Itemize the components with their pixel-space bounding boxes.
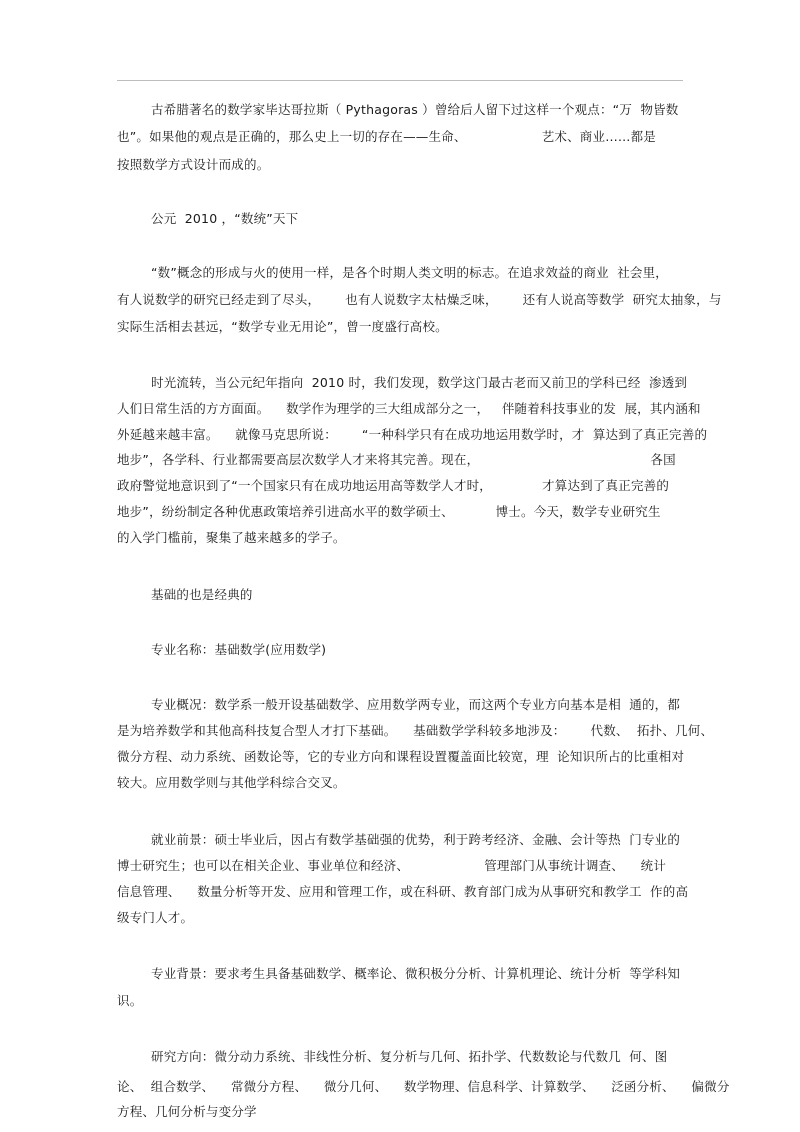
text-line: 就业前景：硕士毕业后，因占有数学基础强的优势，利于跨考经济、金融、会计等热 门专业的 [151, 832, 681, 847]
text-line: 外延越来越丰富。 就像马克思所说： “一种科学只有在成功地运用数学时，才 算达到了真正完善的 [117, 427, 708, 442]
text-line: 地步”，纷纷制定各种优惠政策培养引进高水平的数学硕士、 博士。今天，数学专业研究生 [117, 504, 661, 519]
text-line: 地步”，各学科、行业都需要高层次数学人才来将其完善。现在， 各国 [117, 452, 676, 467]
text-line: 的入学门槛前，聚集了越来越多的学子。 [117, 530, 346, 545]
text-line: 专业概况：数学系一般开设基础数学、应用数学两专业，而这两个专业方向基本是相 通的，都 [151, 697, 681, 712]
text-line: 方程、几何分析与变分学 [117, 1104, 257, 1119]
text-line: “数”概念的形成与火的使用一样，是各个时期人类文明的标志。在追求效益的商业 社会里， [151, 265, 669, 280]
text-line: 古希腊著名的数学家毕达哥拉斯（ Pythagoras ）曾给后人留下过这样一个观点：“万 物皆数 [151, 102, 679, 117]
text-line: 是为培养数学和其他高科技复合型人才打下基础。 基础数学学科较多地涉及： 代数、 拓扑、几何、 [117, 723, 714, 738]
text-line: 博士研究生；也可以在相关企业、事业单位和经济、 管理部门从事统计调查、 统计 [117, 858, 667, 873]
section-heading: 公元 2010 ，“数统”天下 [151, 211, 299, 226]
text-line: 论、 组合数学、 常微分方程、 微分几何、 数学物理、信息科学、计算数学、 泛函分析、 偏微分 [117, 1079, 730, 1094]
top-rule [117, 80, 683, 81]
text-line: 按照数学方式设计而成的。 [117, 157, 270, 172]
text-line: 信息管理、 数量分析等开发、应用和管理工作，或在科研、教育部门成为从事研究和教学工 作的高 [117, 884, 689, 899]
text-line: 识。 [117, 993, 143, 1008]
section-heading: 基础的也是经典的 [151, 587, 253, 602]
text-line: 人们日常生活的方方面面。 数学作为理学的三大组成部分之一， 伴随着科技事业的发 展，其内涵和 [117, 401, 701, 416]
text-line: 微分方程、动力系统、函数论等，它的专业方向和课程设置覆盖面比较宽，理 论知识所占的比重相对 [117, 749, 685, 764]
section-heading: 专业名称：基础数学(应用数学) [151, 642, 327, 657]
text-line: 政府警觉地意识到了“一个国家只有在成功地运用高等数学人才时， 才算达到了真正完善的 [117, 478, 670, 493]
text-line: 也”。如果他的观点是正确的，那么史上一切的存在——生命、 艺术、商业……都是 [117, 129, 656, 144]
text-line: 实际生活相去甚远，“数学专业无用论”，曾一度盛行高校。 [117, 319, 448, 334]
text-line: 研究方向：微分动力系统、非线性分析、复分析与几何、拓扑学、代数数论与代数几 何、图 [151, 1049, 668, 1064]
text-line: 较大。应用数学则与其他学科综合交叉。 [117, 775, 346, 790]
text-line: 时光流转，当公元纪年指向 2010 时，我们发现，数学这门最古老而又前卫的学科已经 渗透到 [151, 375, 688, 390]
text-line: 有人说数学的研究已经走到了尽头， 也有人说数字太枯燥乏味， 还有人说高等数学 研究太抽象，与 [117, 292, 722, 307]
text-line: 级专门人才。 [117, 910, 194, 925]
text-line: 专业背景：要求考生具备基础数学、概率论、微积极分分析、计算机理论、统计分析 等学科知 [151, 966, 681, 981]
